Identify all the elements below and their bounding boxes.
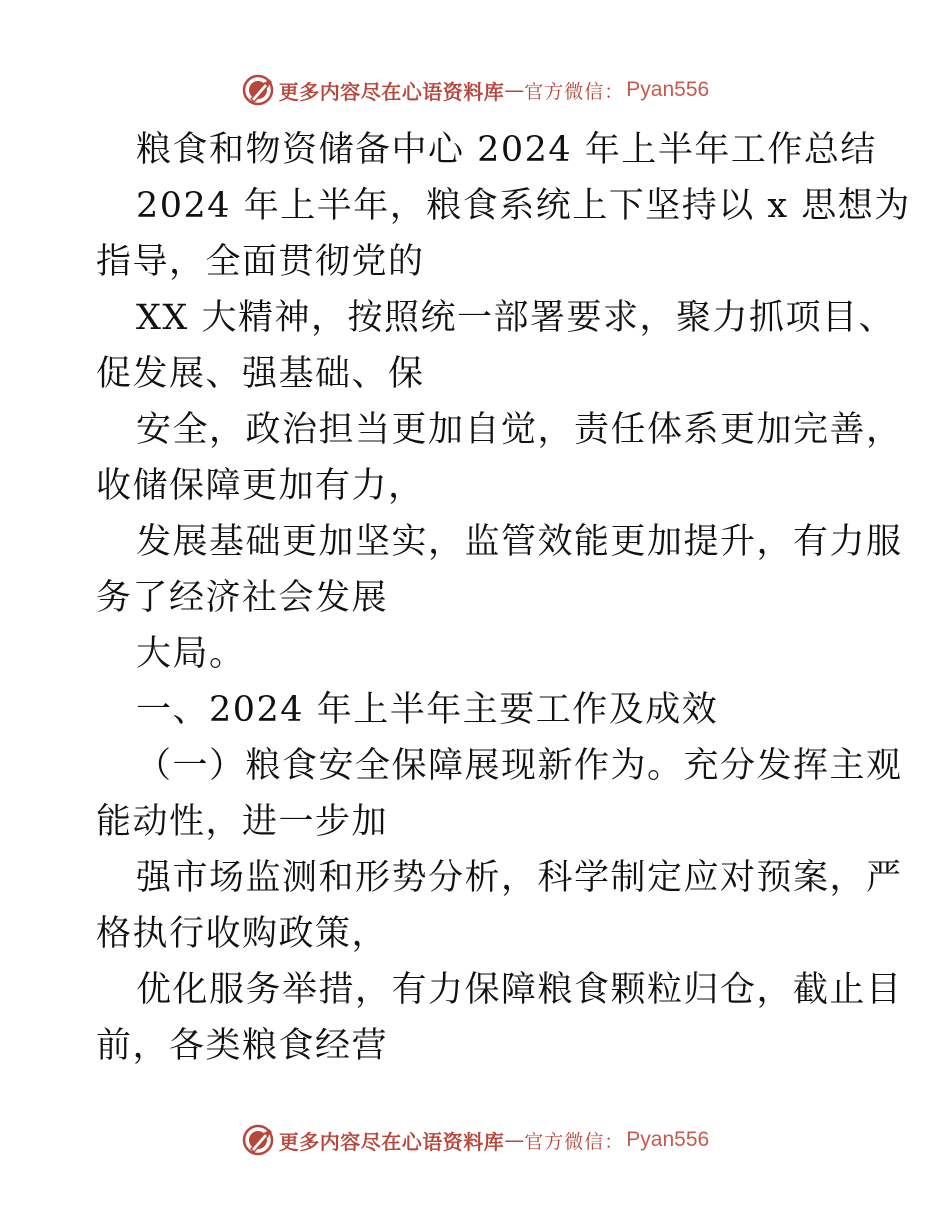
document-body <box>96 122 911 1074</box>
document-line: 2024 年上半年，粮食系统上下坚持以 x 思想为 <box>136 186 911 226</box>
document-line: 安全，政治担当更加自觉，责任体系更加完善， <box>136 410 903 450</box>
document-line: 粮食和物资储备中心 2024 年上半年工作总结 <box>136 130 877 170</box>
document-line: 能动性，进一步加 <box>96 802 389 842</box>
banner-separator: — <box>504 1128 525 1152</box>
pen-logo-icon <box>241 1123 275 1157</box>
banner-separator: — <box>504 78 525 102</box>
wechat-id: Pyan556 <box>626 78 710 101</box>
document-line: 促发展、强基础、保 <box>96 354 425 394</box>
brand-text: 更多内容尽在心语资料库 <box>278 1129 505 1154</box>
document-line: 发展基础更加坚实，监管效能更加提升，有力服 <box>136 522 903 562</box>
pen-logo-icon <box>241 73 275 107</box>
subsection-heading-line: （一）粮食安全保障展现新作为。充分发挥主观 <box>136 746 903 786</box>
footer-watermark-banner <box>0 1120 950 1160</box>
document-line: 指导，全面贯彻党的 <box>96 242 425 282</box>
document-line: 格执行收购政策， <box>96 914 389 954</box>
document-line: XX 大精神，按照统一部署要求，聚力抓项目、 <box>136 298 895 338</box>
section-heading: 一、2024 年上半年主要工作及成效 <box>136 690 719 730</box>
document-line: 优化服务举措，有力保障粮食颗粒归仓，截止目 <box>136 970 903 1010</box>
wechat-label: 官方微信： <box>524 1130 625 1153</box>
brand-text: 更多内容尽在心语资料库 <box>278 79 505 104</box>
document-line: 大局。 <box>136 634 246 674</box>
document-line: 收储保障更加有力， <box>96 466 425 506</box>
wechat-label: 官方微信： <box>524 80 625 103</box>
wechat-id: Pyan556 <box>626 1128 710 1151</box>
header-watermark-banner <box>0 70 950 110</box>
document-line: 务了经济社会发展 <box>96 578 389 618</box>
document-line: 前，各类粮食经营 <box>96 1026 389 1066</box>
document-line: 强市场监测和形势分析，科学制定应对预案，严 <box>136 858 903 898</box>
